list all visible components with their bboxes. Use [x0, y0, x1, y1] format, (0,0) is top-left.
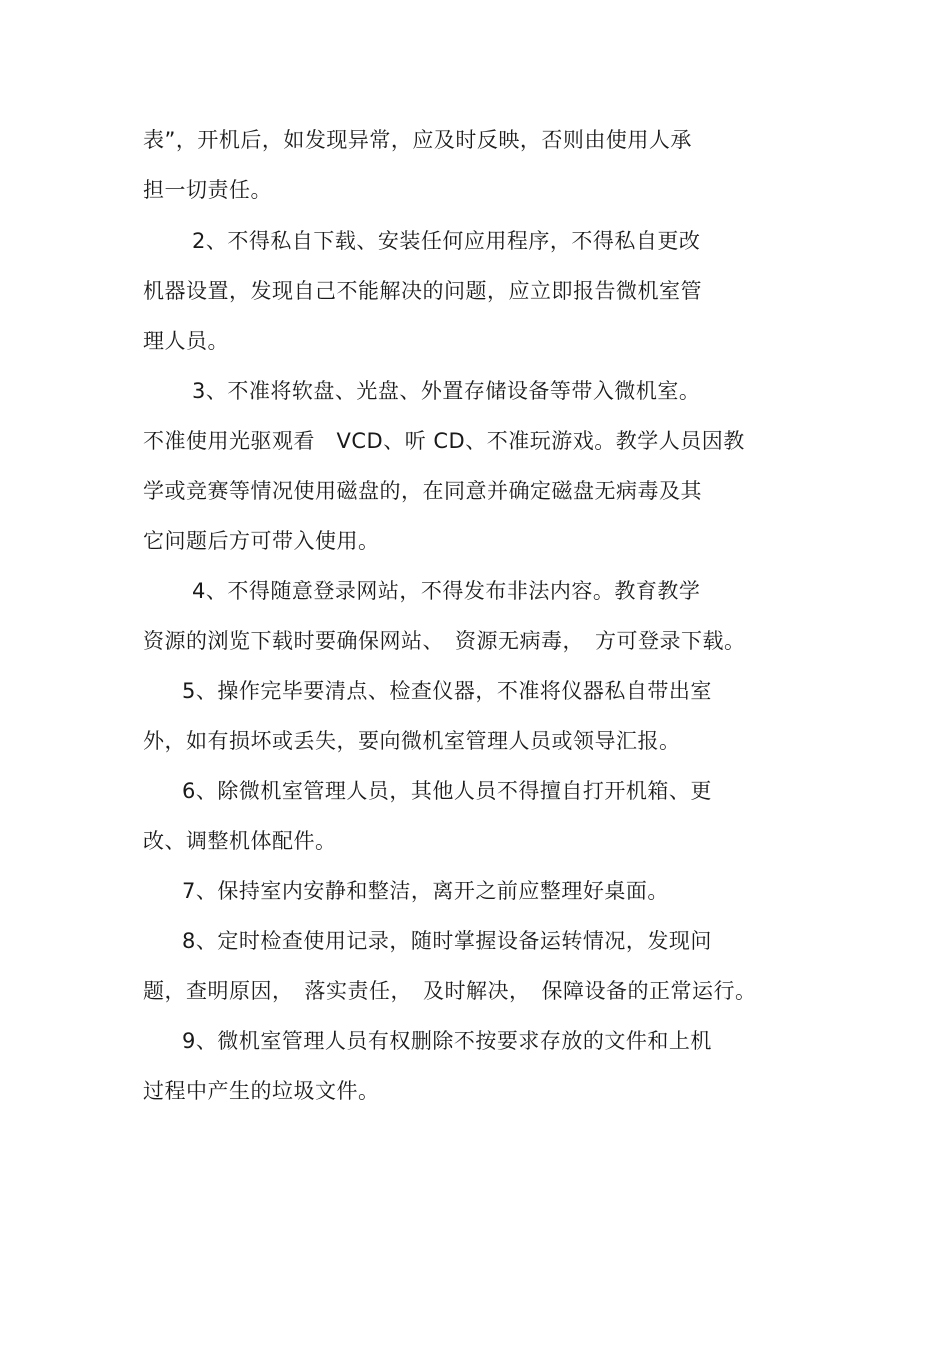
text-line-17: 8、定时检查使用记录，随时掌握设备运转情况，发现问: [182, 929, 712, 953]
text-line-2: 担一切责任。: [143, 178, 272, 202]
text-line-19: 9、微机室管理人员有权删除不按要求存放的文件和上机: [182, 1029, 712, 1053]
text-line-1: 表”，开机后，如发现异常，应及时反映，否则由使用人承: [143, 128, 692, 152]
text-line-14: 6、除微机室管理人员，其他人员不得擅自打开机箱、更: [182, 779, 712, 803]
text-line-8: 学或竞赛等情况使用磁盘的，在同意并确定磁盘无病毒及其: [143, 479, 702, 503]
text-line-18: 题，查明原因， 落实责任， 及时解决， 保障设备的正常运行。: [143, 979, 757, 1003]
text-line-16: 7、保持室内安静和整洁，离开之前应整理好桌面。: [182, 879, 669, 903]
text-line-9: 它问题后方可带入使用。: [143, 529, 380, 553]
text-line-12: 5、操作完毕要清点、检查仪器，不准将仪器私自带出室: [182, 679, 712, 703]
text-line-6: 3、不准将软盘、光盘、外置存储设备等带入微机室。: [192, 379, 701, 403]
text-line-3: 2、不得私自下载、安装任何应用程序，不得私自更改: [192, 229, 701, 253]
text-line-7: 不准使用光驱观看 VCD、听 CD、不准玩游戏。教学人员因教: [143, 429, 745, 453]
text-line-10: 4、不得随意登录网站，不得发布非法内容。教育教学: [192, 579, 701, 603]
text-line-4: 机器设置，发现自己不能解决的问题，应立即报告微机室管: [143, 279, 702, 303]
text-line-11: 资源的浏览下载时要确保网站、 资源无病毒， 方可登录下载。: [143, 629, 746, 653]
text-line-15: 改、调整机体配件。: [143, 829, 337, 853]
text-line-20: 过程中产生的垃圾文件。: [143, 1079, 380, 1103]
text-line-5: 理人员。: [143, 329, 229, 353]
text-line-13: 外，如有损坏或丢失，要向微机室管理人员或领导汇报。: [143, 729, 681, 753]
